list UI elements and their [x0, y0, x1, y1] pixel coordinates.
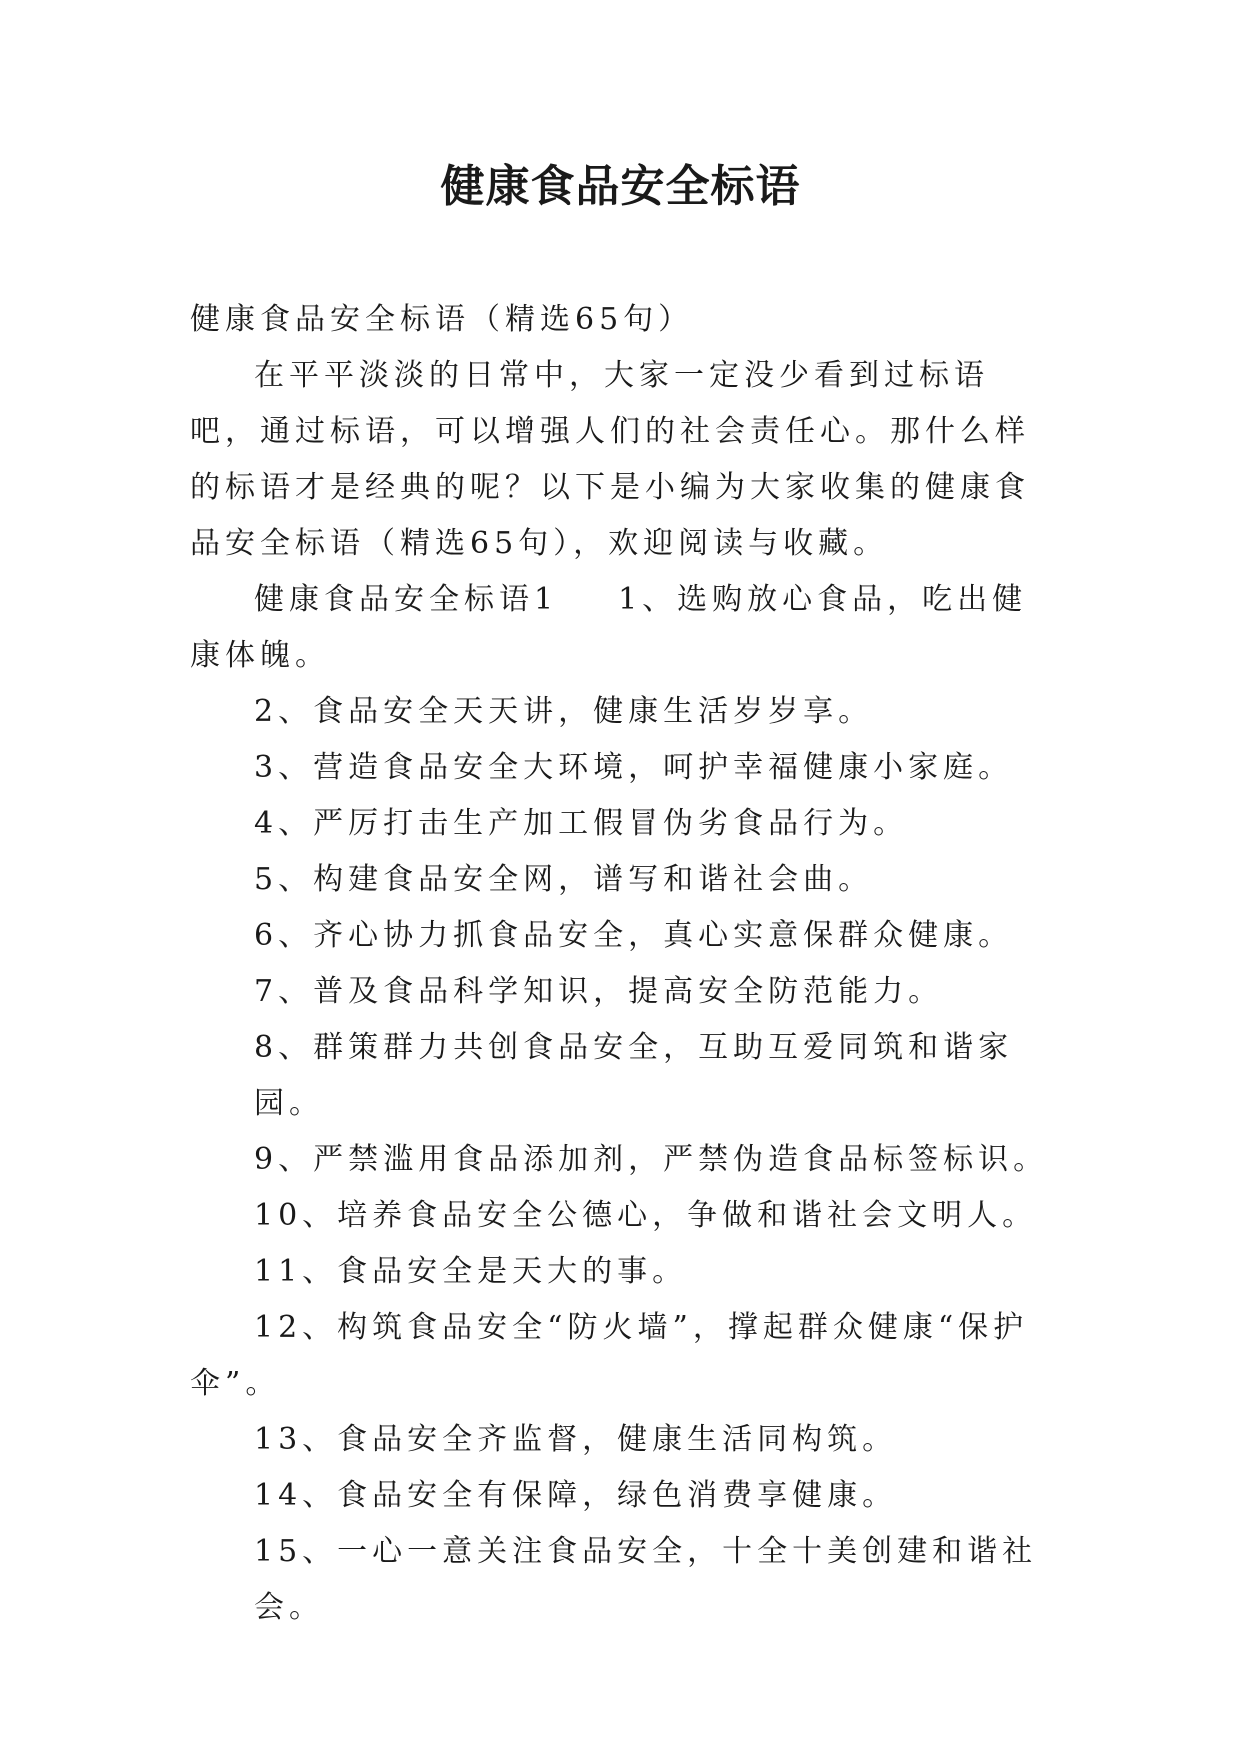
list-item: 10、培养食品安全公德心，争做和谐社会文明人。	[254, 1198, 1038, 1233]
list-item: 11、食品安全是天大的事。	[254, 1254, 688, 1289]
intro-paragraph: 在平平淡淡的日常中，大家一定没少看到过标语吧，通过标语，可以增强人们的社会责任心。那什么样的标语才是经典的呢？以下是小编为大家收集的健康食品安全标语（精选65句），欢迎阅读与收藏。	[190, 358, 1030, 561]
list-item: 8、群策群力共创食品安全，互助互爱同筑和谐家园。	[254, 1030, 1014, 1121]
list-item: 9、严禁滥用食品添加剂，严禁伪造食品标签标识。	[254, 1142, 1049, 1177]
list-item: 14、食品安全有保障，绿色消费享健康。	[254, 1478, 898, 1513]
list-item: 5、构建食品安全网，谱写和谐社会曲。	[254, 862, 874, 897]
subtitle: 健康食品安全标语（精选65句）	[190, 302, 694, 337]
section-heading: 健康食品安全标语1	[254, 582, 559, 617]
list-item: 3、营造食品安全大环境，呵护幸福健康小家庭。	[254, 750, 1014, 785]
list-item: 7、普及食品科学知识，提高安全防范能力。	[254, 974, 944, 1009]
document-body	[190, 292, 1052, 1636]
list-item: 1、选购放心食品，吃出健康体魄。	[190, 582, 1028, 673]
section-paragraph	[190, 572, 1052, 684]
page-title: 健康食品安全标语	[440, 161, 801, 212]
list-item: 12、构筑食品安全“防火墙”，撑起群众健康“保护伞”。	[190, 1310, 1029, 1401]
list-item: 13、食品安全齐监督，健康生活同构筑。	[254, 1422, 898, 1457]
list-item: 6、齐心协力抓食品安全，真心实意保群众健康。	[254, 918, 1014, 953]
list-item: 4、严厉打击生产加工假冒伪劣食品行为。	[254, 806, 909, 841]
list-item: 2、食品安全天天讲，健康生活岁岁享。	[254, 694, 874, 729]
list-item: 15、一心一意关注食品安全，十全十美创建和谐社会。	[254, 1534, 1038, 1625]
